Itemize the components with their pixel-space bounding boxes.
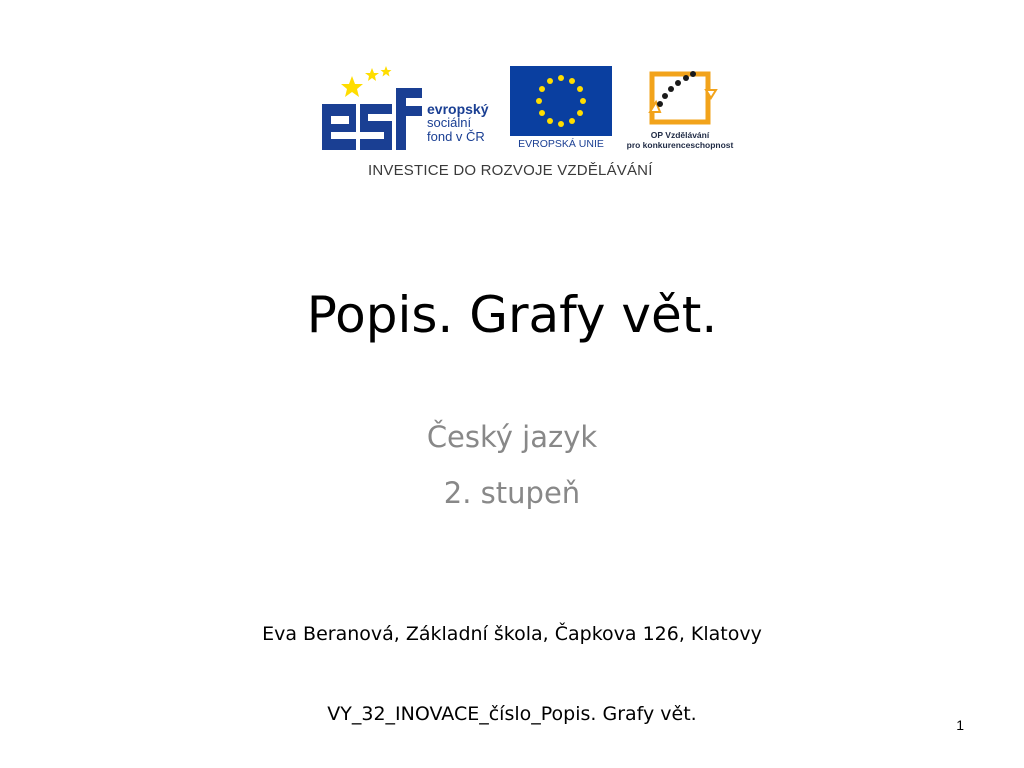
op-emblem-icon	[620, 66, 740, 130]
subtitle-level: 2. stupeň	[443, 476, 581, 510]
op-line-2: pro konkurenceschopnost	[626, 140, 734, 150]
esf-emblem-icon	[320, 62, 430, 154]
eu-logo	[510, 66, 612, 152]
op-logo	[620, 66, 740, 156]
slide-title: Popis. Grafy vět.	[306, 286, 718, 344]
material-code: VY_32_INOVACE_číslo_Popis. Grafy vět.	[327, 703, 697, 725]
eu-flag-icon	[510, 66, 612, 136]
esf-line-1: evropský	[427, 101, 489, 117]
op-caption	[620, 130, 740, 150]
subtitle-subject: Český jazyk	[426, 420, 598, 454]
eu-caption: EVROPSKÁ UNIE	[518, 138, 604, 150]
esf-wordmark	[427, 102, 488, 144]
author-line: Eva Beranová, Základní škola, Čapkova 126, Klatovy	[262, 623, 762, 645]
esf-line-3: fond v ČR	[427, 129, 485, 144]
logo-banner	[320, 62, 740, 186]
op-line-1: OP Vzdělávání	[650, 130, 710, 140]
investice-tagline: INVESTICE DO ROZVOJE VZDĚLÁVÁNÍ	[368, 162, 653, 179]
page-number: 1	[956, 717, 964, 733]
esf-logo	[320, 62, 500, 154]
esf-line-2: sociální	[427, 115, 472, 130]
